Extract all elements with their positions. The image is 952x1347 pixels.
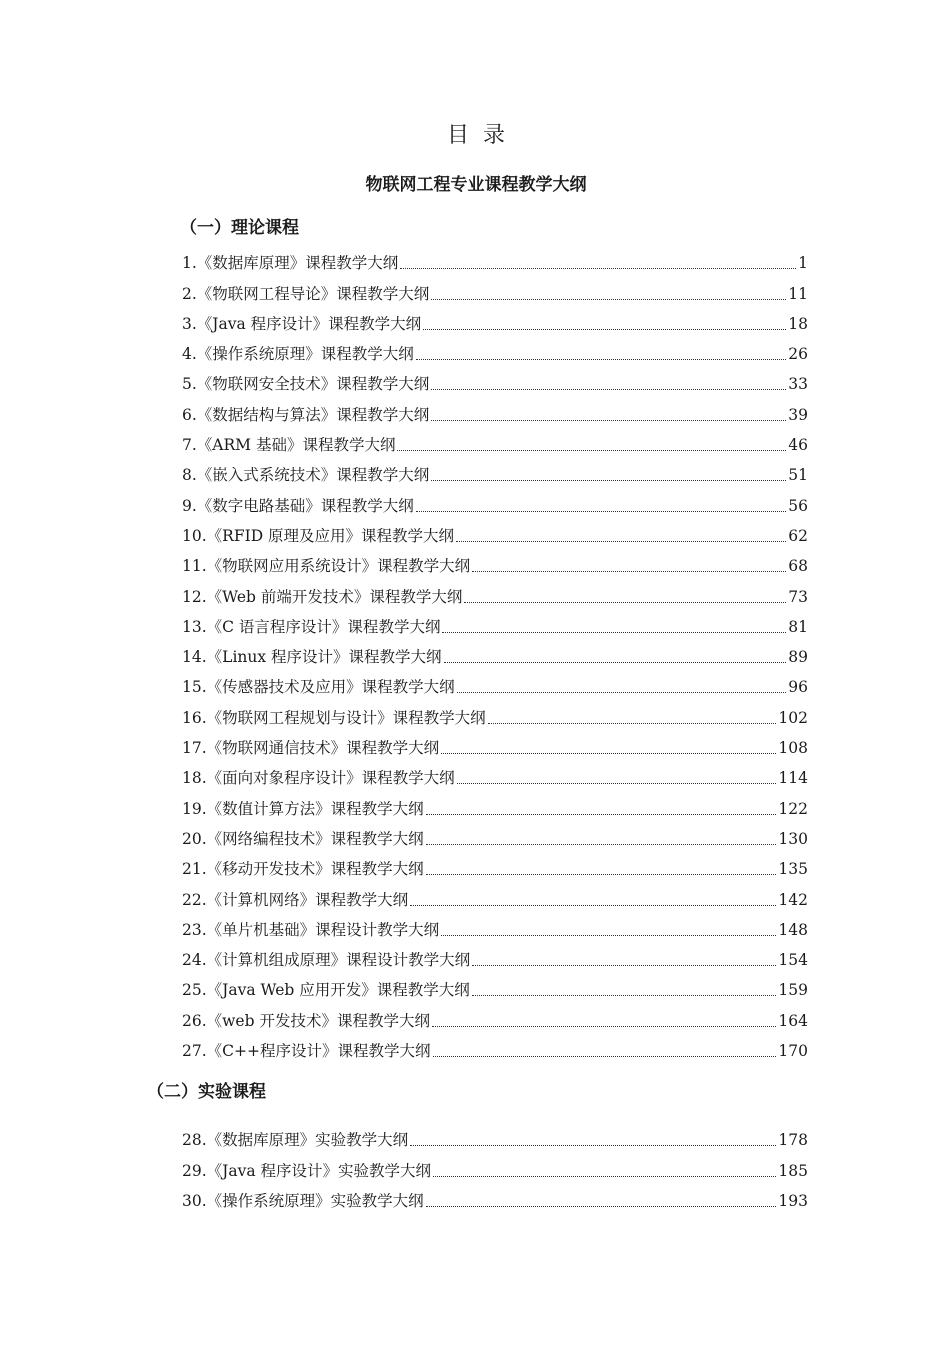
- toc-entry-page-number: 51: [788, 466, 808, 485]
- dot-leader: [426, 874, 777, 875]
- dot-leader: [457, 692, 787, 693]
- toc-entry-page-number: 96: [788, 678, 808, 697]
- toc-entry-label: 15.《传感器技术及应用》课程教学大纲: [182, 678, 455, 697]
- dot-leader: [431, 389, 786, 390]
- dot-leader: [488, 723, 777, 724]
- toc-entry[interactable]: [182, 244, 808, 274]
- toc-entry[interactable]: [182, 638, 808, 668]
- toc-entry-page-number: 185: [778, 1161, 808, 1180]
- toc-entry[interactable]: [182, 547, 808, 577]
- toc-entry-label: 5.《物联网安全技术》课程教学大纲: [182, 375, 430, 394]
- toc-entry[interactable]: [182, 789, 808, 819]
- toc-entry[interactable]: [182, 486, 808, 516]
- dot-leader: [397, 450, 786, 451]
- toc-entry-page-number: 114: [778, 769, 808, 788]
- toc-entry[interactable]: [182, 698, 808, 728]
- dot-leader: [431, 420, 786, 421]
- toc-entry-label: 23.《单片机基础》课程设计教学大纲: [182, 920, 440, 939]
- toc-entry[interactable]: [182, 274, 808, 304]
- toc-list-theory: [182, 244, 808, 1062]
- toc-entry[interactable]: [182, 395, 808, 425]
- toc-entry-label: 18.《面向对象程序设计》课程教学大纲: [182, 769, 455, 788]
- toc-entry[interactable]: [182, 365, 808, 395]
- toc-entry-page-number: 148: [778, 920, 808, 939]
- dot-leader: [433, 1056, 777, 1057]
- dot-leader: [464, 602, 786, 603]
- toc-entry[interactable]: [182, 820, 808, 850]
- toc-entry[interactable]: [182, 911, 808, 941]
- toc-entry-label: 1.《数据库原理》课程教学大纲: [182, 254, 399, 273]
- toc-entry-label: 6.《数据结构与算法》课程教学大纲: [182, 405, 430, 424]
- toc-entry-page-number: 73: [788, 587, 808, 606]
- dot-leader: [416, 511, 786, 512]
- toc-entry-page-number: 135: [778, 860, 808, 879]
- toc-entry[interactable]: [182, 517, 808, 547]
- toc-entry[interactable]: [182, 305, 808, 335]
- toc-entry-page-number: 130: [778, 829, 808, 848]
- toc-entry-page-number: 33: [788, 375, 808, 394]
- toc-entry-page-number: 26: [788, 345, 808, 364]
- toc-entry-page-number: 11: [788, 284, 808, 303]
- toc-entry-label: 27.《C++程序设计》课程教学大纲: [182, 1042, 431, 1061]
- toc-entry-label: 2.《物联网工程导论》课程教学大纲: [182, 284, 430, 303]
- toc-entry-page-number: 89: [788, 648, 808, 667]
- toc-entry-page-number: 159: [778, 981, 808, 1000]
- toc-entry-label: 22.《计算机网络》课程教学大纲: [182, 890, 409, 909]
- toc-entry-label: 16.《物联网工程规划与设计》课程教学大纲: [182, 708, 486, 727]
- toc-list-lab: [182, 1121, 808, 1212]
- toc-entry[interactable]: [182, 1001, 808, 1031]
- dot-leader: [426, 844, 777, 845]
- toc-entry-page-number: 108: [778, 739, 808, 758]
- toc-entry-label: 14.《Linux 程序设计》课程教学大纲: [182, 648, 442, 667]
- toc-entry-label: 4.《操作系统原理》课程教学大纲: [182, 345, 414, 364]
- toc-entry-page-number: 56: [788, 496, 808, 515]
- toc-title: 目录: [446, 123, 519, 148]
- toc-entry-page-number: 154: [778, 951, 808, 970]
- toc-entry-label: 24.《计算机组成原理》课程设计教学大纲: [182, 951, 471, 970]
- dot-leader: [457, 783, 777, 784]
- toc-subtitle: 物联网工程专业课程教学大纲: [365, 175, 587, 195]
- toc-entry[interactable]: [182, 1121, 808, 1151]
- toc-entry-label: 28.《数据库原理》实验教学大纲: [182, 1131, 409, 1150]
- toc-entry[interactable]: [182, 668, 808, 698]
- toc-entry-label: 20.《网络编程技术》课程教学大纲: [182, 829, 424, 848]
- toc-entry-label: 13.《C 语言程序设计》课程教学大纲: [182, 617, 441, 636]
- toc-entry[interactable]: [182, 971, 808, 1001]
- toc-entry[interactable]: [182, 850, 808, 880]
- toc-entry[interactable]: [182, 335, 808, 365]
- toc-entry[interactable]: [182, 1182, 808, 1212]
- section-heading-theory: （一）理论课程: [180, 218, 299, 238]
- toc-entry-page-number: 102: [778, 708, 808, 727]
- dot-leader: [426, 814, 777, 815]
- toc-entry-label: 10.《RFID 原理及应用》课程教学大纲: [182, 526, 455, 545]
- dot-leader: [442, 632, 786, 633]
- dot-leader: [441, 753, 776, 754]
- dot-leader: [400, 268, 796, 269]
- toc-entry-page-number: 1: [798, 254, 808, 273]
- toc-entry-page-number: 18: [788, 314, 808, 333]
- toc-entry-label: 9.《数字电路基础》课程教学大纲: [182, 496, 414, 515]
- toc-entry[interactable]: [182, 729, 808, 759]
- toc-entry-label: 11.《物联网应用系统设计》课程教学大纲: [182, 557, 471, 576]
- dot-leader: [431, 480, 786, 481]
- dot-leader: [416, 359, 786, 360]
- toc-entry[interactable]: [182, 880, 808, 910]
- toc-entry-label: 21.《移动开发技术》课程教学大纲: [182, 860, 424, 879]
- dot-leader: [472, 965, 776, 966]
- toc-entry[interactable]: [182, 1032, 808, 1062]
- toc-entry[interactable]: [182, 941, 808, 971]
- toc-entry-page-number: 39: [788, 405, 808, 424]
- dot-leader: [472, 571, 786, 572]
- toc-entry-page-number: 68: [788, 557, 808, 576]
- toc-entry-page-number: 193: [778, 1191, 808, 1210]
- dot-leader: [410, 905, 776, 906]
- toc-entry-label: 8.《嵌入式系统技术》课程教学大纲: [182, 466, 430, 485]
- toc-entry[interactable]: [182, 1151, 808, 1181]
- dot-leader: [423, 329, 786, 330]
- toc-entry-label: 3.《Java 程序设计》课程教学大纲: [182, 314, 422, 333]
- dot-leader: [410, 1145, 776, 1146]
- toc-entry[interactable]: [182, 426, 808, 456]
- toc-entry[interactable]: [182, 577, 808, 607]
- toc-entry-label: 12.《Web 前端开发技术》课程教学大纲: [182, 587, 463, 606]
- toc-entry-page-number: 46: [788, 436, 808, 455]
- toc-entry[interactable]: [182, 456, 808, 486]
- toc-entry[interactable]: [182, 759, 808, 789]
- toc-entry-label: 30.《操作系统原理》实验教学大纲: [182, 1191, 424, 1210]
- toc-entry-page-number: 178: [778, 1131, 808, 1150]
- dot-leader: [456, 541, 786, 542]
- dot-leader: [441, 935, 776, 936]
- dot-leader: [444, 662, 787, 663]
- toc-entry-label: 26.《web 开发技术》课程教学大纲: [182, 1011, 430, 1030]
- toc-entry-page-number: 142: [778, 890, 808, 909]
- toc-entry-label: 19.《数值计算方法》课程教学大纲: [182, 799, 424, 818]
- dot-leader: [432, 1026, 776, 1027]
- toc-entry-page-number: 81: [788, 617, 808, 636]
- toc-entry-label: 7.《ARM 基础》课程教学大纲: [182, 436, 396, 455]
- section-heading-lab: （二）实验课程: [147, 1082, 266, 1102]
- toc-entry-label: 29.《Java 程序设计》实验教学大纲: [182, 1161, 432, 1180]
- dot-leader: [426, 1206, 777, 1207]
- dot-leader: [472, 995, 777, 996]
- toc-entry-page-number: 62: [788, 526, 808, 545]
- dot-leader: [433, 1176, 776, 1177]
- toc-entry-label: 25.《Java Web 应用开发》课程教学大纲: [182, 981, 470, 1000]
- toc-entry-label: 17.《物联网通信技术》课程教学大纲: [182, 739, 440, 758]
- toc-entry-page-number: 170: [778, 1042, 808, 1061]
- toc-entry[interactable]: [182, 608, 808, 638]
- toc-entry-page-number: 122: [778, 799, 808, 818]
- dot-leader: [431, 299, 786, 300]
- toc-entry-page-number: 164: [778, 1011, 808, 1030]
